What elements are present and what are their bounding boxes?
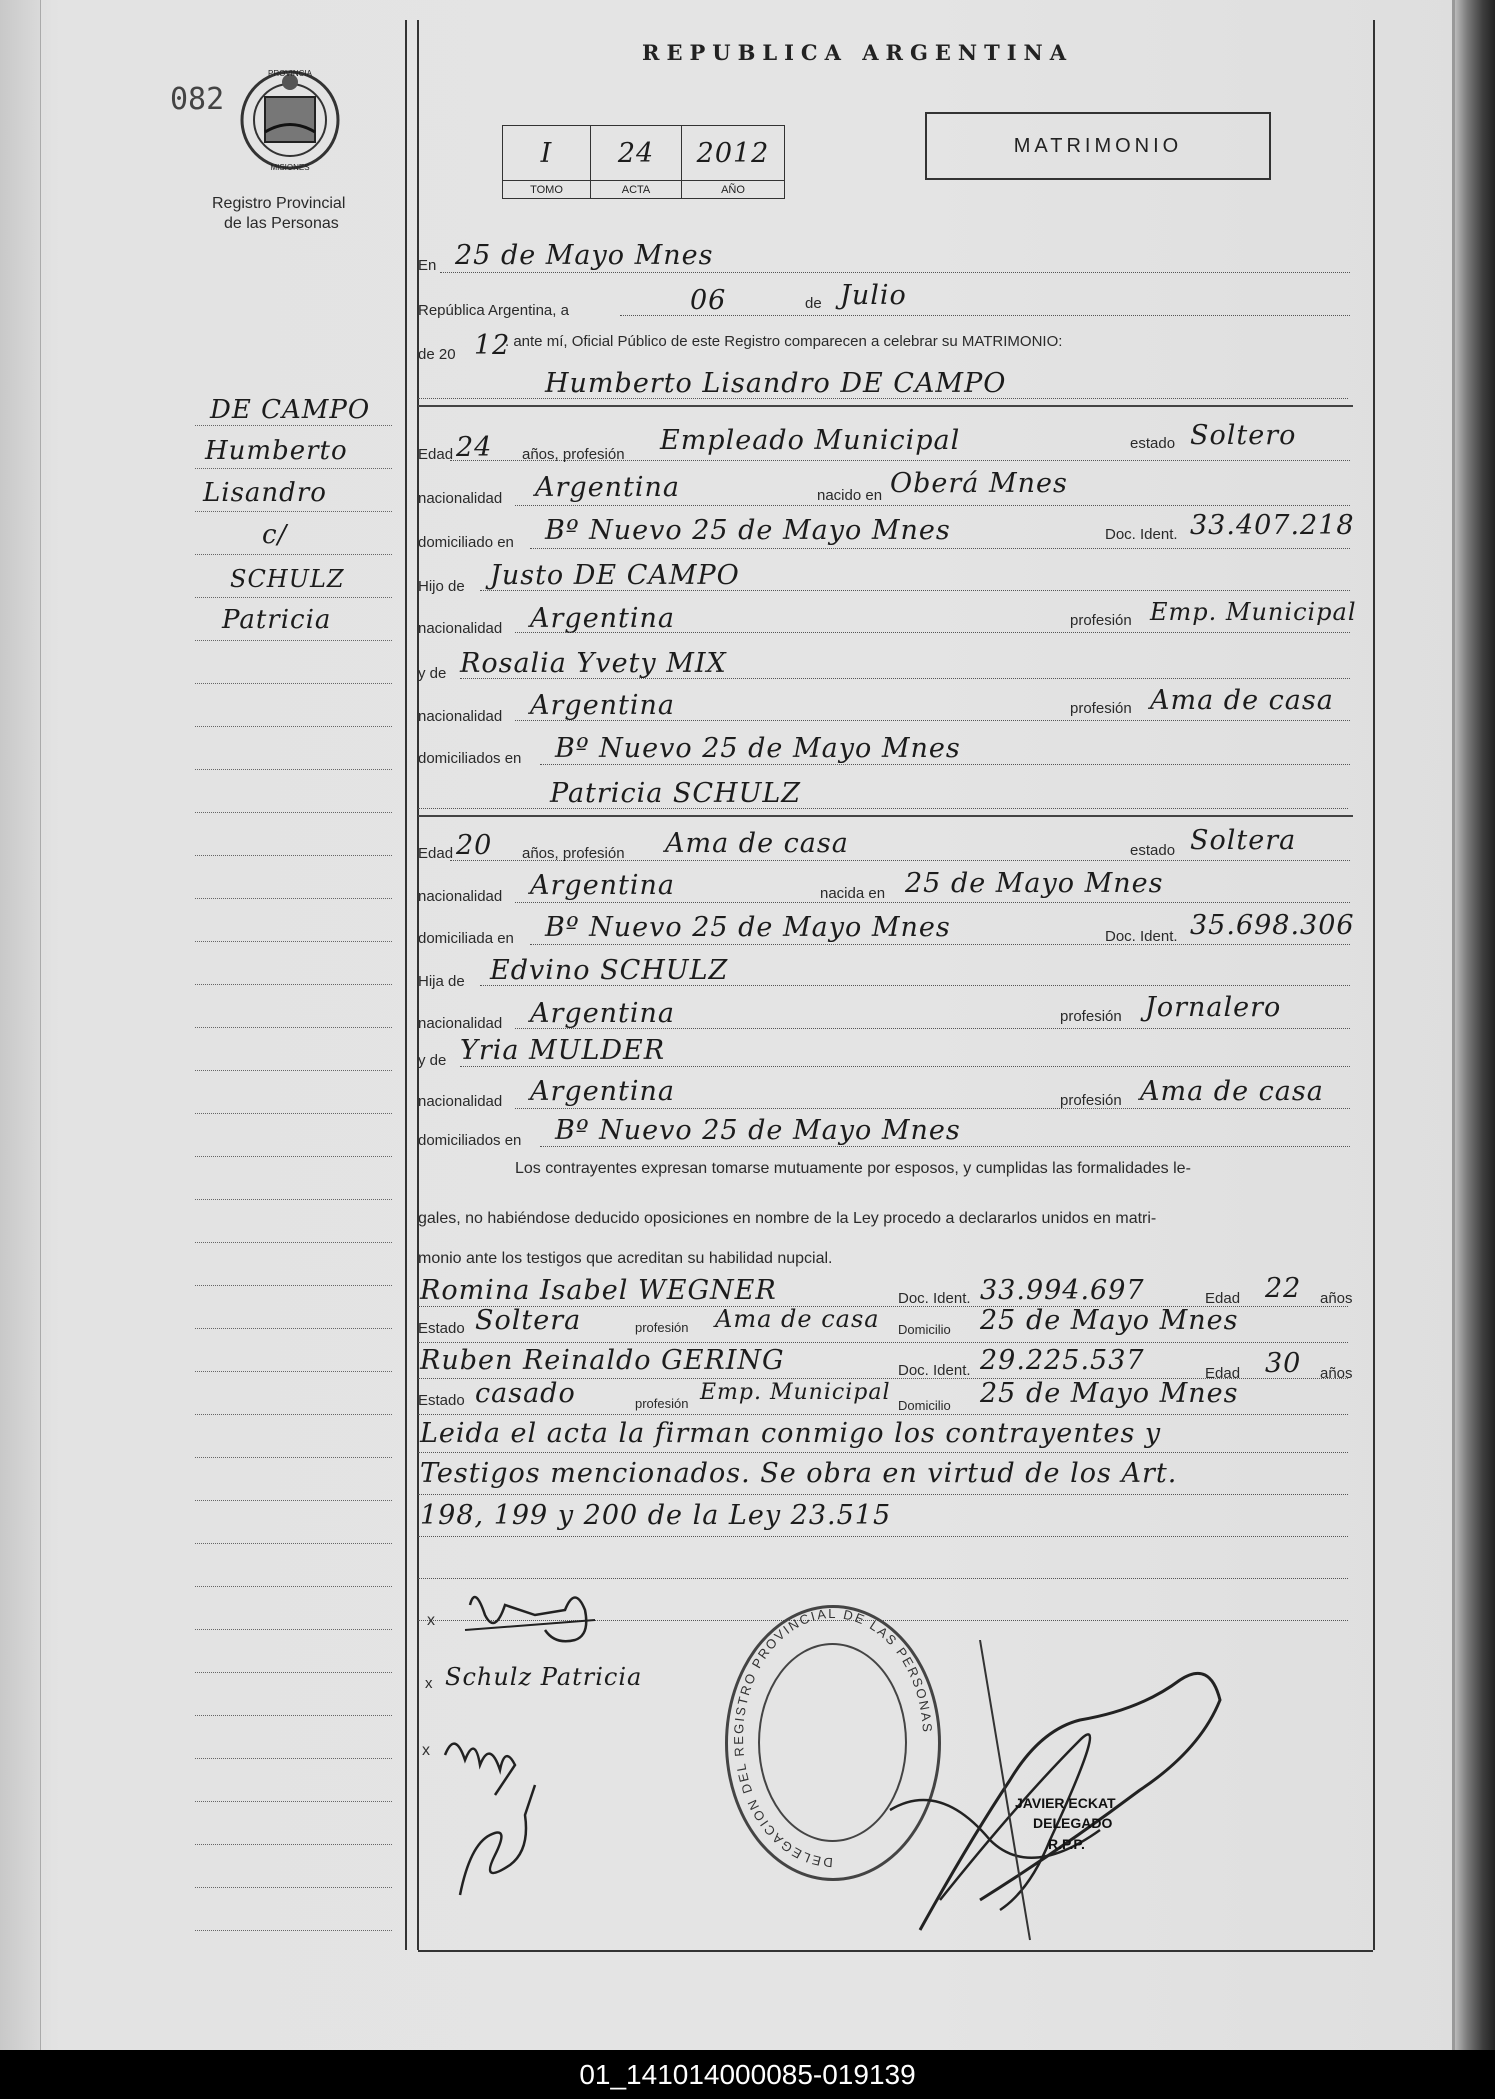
witness1-domicilio-label: Domicilio [898, 1322, 951, 1337]
ano-value: 2012 [696, 137, 770, 169]
witness1-estado-value: Soltera [475, 1305, 582, 1336]
officer-org: R.P.P. [1048, 1836, 1085, 1852]
groom-father-nac-value: Argentina [530, 603, 676, 634]
bride-full-name: Patricia SCHULZ [550, 778, 802, 809]
witness2-anos-label: años [1320, 1365, 1353, 1382]
bride-profesion-label: años, profesión [522, 845, 625, 862]
day-value: 06 [690, 285, 727, 316]
tomo-value: I [540, 137, 553, 169]
groom-mother-prof-value: Ama de casa [1150, 685, 1334, 716]
witness2-name: Ruben Reinaldo GERING [420, 1345, 785, 1376]
witness1-anos-label: años [1320, 1290, 1353, 1307]
witness1-edad-label: Edad [1205, 1290, 1241, 1307]
legal-text-line2: gales, no habiéndose deducido oposiciones en nombre de la Ley procedo a declararlos unidos en matri- [418, 1210, 1157, 1227]
groom-doc-value: 33.407.218 [1190, 510, 1355, 541]
x-mark-2: x [425, 1675, 433, 1692]
doc-type-label: MATRIMONIO [1013, 135, 1183, 157]
groom-parents-dom-value: Bº Nuevo 25 de Mayo Mnes [555, 733, 961, 764]
groom-estado-label: estado [1130, 435, 1176, 452]
bride-doc-label: Doc. Ident. [1105, 928, 1178, 945]
bride-estado-value: Soltera [1190, 825, 1297, 856]
year-prefix-label: de 20 [418, 346, 456, 363]
de-label: de [805, 295, 822, 312]
bride-father-nac-value: Argentina [530, 998, 676, 1029]
groom-mother-name: Rosalia Yvety MIX [460, 648, 727, 679]
groom-nacido-label: nacido en [817, 487, 883, 504]
witness2-edad-value: 30 [1265, 1348, 1302, 1379]
witness2-estado-label: Estado [418, 1392, 465, 1409]
ano-label: AÑO [682, 181, 785, 199]
bride-mother-prof-value: Ama de casa [1140, 1076, 1324, 1107]
svg-text:MISIONES: MISIONES [270, 163, 310, 172]
groom-nacionalidad-label: nacionalidad [418, 490, 503, 507]
bride-father-name: Edvino SCHULZ [490, 955, 729, 986]
margin-groom-name1: Humberto [205, 436, 348, 466]
witness2-domicilio-value: 25 de Mayo Mnes [980, 1378, 1239, 1409]
bride-nacida-value: 25 de Mayo Mnes [905, 868, 1164, 899]
groom-father-nac-label: nacionalidad [418, 620, 503, 637]
acta-label: ACTA [591, 181, 682, 199]
svg-text:x: x [422, 1742, 430, 1759]
acta-value: 24 [617, 137, 655, 169]
bride-nacionalidad-label: nacionalidad [418, 888, 503, 905]
groom-mother-nac-label: nacionalidad [418, 708, 503, 725]
officer-role: DELEGADO [1033, 1815, 1113, 1831]
bride-parents-dom-label: domiciliados en [418, 1132, 522, 1149]
bride-mother-name: Yria MULDER [460, 1035, 666, 1066]
bride-nacida-label: nacida en [820, 885, 886, 902]
witness2-doc-label: Doc. Ident. [898, 1362, 971, 1379]
bride-edad-value: 20 [456, 830, 493, 861]
witness2-signature-icon [440, 1775, 550, 1905]
bride-mother-nac-label: nacionalidad [418, 1093, 503, 1110]
bride-father-nac-label: nacionalidad [418, 1015, 503, 1032]
groom-father-prof-label: profesión [1070, 612, 1132, 629]
witness2-edad-label: Edad [1205, 1365, 1241, 1382]
margin-groom-name2: Lisandro [203, 478, 327, 508]
right-margin-rule [1373, 20, 1375, 1950]
left-margin-rule [405, 20, 407, 1950]
registry-name-line1: Registro Provincial [212, 195, 346, 212]
groom-signature-icon [425, 1575, 605, 1655]
binding-edge [0, 0, 41, 2050]
en-label: En [418, 257, 437, 274]
witness1-edad-value: 22 [1265, 1273, 1302, 1304]
closing-line1: Leida el acta la firman conmigo los contrayentes y [420, 1418, 1162, 1449]
republica-label: República Argentina, a [418, 302, 569, 319]
legal-text-line1: Los contrayentes expresan tomarse mutuamente por esposos, y cumplidas las formalidades le- [515, 1160, 1191, 1177]
document-heading: REPUBLICA ARGENTINA [642, 40, 1074, 65]
bride-domicilio-value: Bº Nuevo 25 de Mayo Mnes [545, 912, 951, 943]
bride-father-prof-label: profesión [1060, 1008, 1122, 1025]
witness1-doc-value: 33.994.697 [980, 1275, 1145, 1306]
page-edge-shadow [1455, 0, 1495, 2050]
registry-name-line2: de las Personas [224, 215, 339, 232]
closing-line2: Testigos mencionados. Se obra en virtud de los Art. [420, 1458, 1178, 1489]
provincial-seal-icon [235, 62, 345, 177]
groom-estado-value: Soltero [1190, 420, 1297, 451]
groom-full-name: Humberto Lisandro DE CAMPO [545, 368, 1007, 399]
tomo-label: TOMO [503, 181, 591, 199]
groom-hijo-label: Hijo de [418, 578, 465, 595]
bride-hija-label: Hija de [418, 973, 465, 990]
bride-parents-dom-value: Bº Nuevo 25 de Mayo Mnes [555, 1115, 961, 1146]
groom-father-name: Justo DE CAMPO [490, 560, 740, 591]
groom-edad-value: 24 [456, 432, 493, 463]
bride-nacionalidad-value: Argentina [530, 870, 676, 901]
groom-edad-label: Edad [418, 446, 454, 463]
folio-number: 082 [170, 82, 225, 117]
closing-line3: 198, 199 y 200 de la Ley 23.515 [420, 1500, 892, 1531]
legal-text-line3: monio ante los testigos que acreditan su habilidad nupcial. [418, 1250, 833, 1267]
bride-profesion-value: Ama de casa [665, 828, 849, 859]
groom-doc-label: Doc. Ident. [1105, 526, 1178, 543]
stamp-ring-text: DELEGACION DEL REGISTRO PROVINCIAL DE LAS PERSONAS [731, 1608, 936, 1871]
groom-father-prof-value: Emp. Municipal [1150, 598, 1357, 626]
bride-doc-value: 35.698.306 [1190, 910, 1355, 941]
witness2-estado-value: casado [475, 1378, 576, 1409]
witness1-profesion-value: Ama de casa [715, 1305, 880, 1333]
bride-yde-label: y de [418, 1052, 447, 1069]
margin-surname-bride: SCHULZ [230, 565, 345, 593]
svg-text:x: x [427, 1612, 435, 1629]
witness1-profesion-label: profesión [635, 1320, 689, 1335]
witness2-profesion-value: Emp. Municipal [700, 1380, 891, 1405]
witness2-profesion-label: profesión [635, 1396, 689, 1411]
groom-yde-label: y de [418, 665, 447, 682]
groom-nacionalidad-value: Argentina [535, 472, 681, 503]
witness1-doc-label: Doc. Ident. [898, 1290, 971, 1307]
groom-nacido-value: Oberá Mnes [890, 468, 1068, 499]
groom-profesion-value: Empleado Municipal [660, 425, 961, 456]
groom-mother-prof-label: profesión [1070, 700, 1132, 717]
scan-file-id: 01_141014000085-019139 [0, 2050, 1495, 2099]
margin-bride-name: Patricia [222, 605, 332, 635]
svg-text:PROVINCIA: PROVINCIA [267, 69, 313, 78]
bride-edad-label: Edad [418, 845, 454, 862]
intro-text: . ante mí, Oficial Público de este Registro comparecen a celebrar su MATRIMONIO: [505, 333, 1063, 350]
place-value: 25 de Mayo Mnes [455, 240, 714, 271]
bride-mother-prof-label: profesión [1060, 1092, 1122, 1109]
bride-signature: Schulz Patricia [445, 1663, 643, 1691]
groom-mother-nac-value: Argentina [530, 690, 676, 721]
witness1-domicilio-value: 25 de Mayo Mnes [980, 1305, 1239, 1336]
bride-estado-label: estado [1130, 842, 1176, 859]
bride-mother-nac-value: Argentina [530, 1076, 676, 1107]
witness2-domicilio-label: Domicilio [898, 1398, 951, 1413]
month-value: Julio [840, 280, 907, 311]
witness2-doc-value: 29.225.537 [980, 1345, 1145, 1376]
bride-domicilio-label: domiciliada en [418, 930, 514, 947]
tomo-acta-ano-box [502, 125, 785, 199]
groom-domicilio-label: domiciliado en [418, 534, 514, 551]
doc-type-box [925, 112, 1271, 180]
year-value: 12 [474, 330, 511, 361]
officer-name: JAVIER ECKAT [1015, 1795, 1116, 1811]
groom-profesion-label: años, profesión [522, 446, 625, 463]
groom-parents-dom-label: domiciliados en [418, 750, 522, 767]
witness1-estado-label: Estado [418, 1320, 465, 1337]
groom-domicilio-value: Bº Nuevo 25 de Mayo Mnes [545, 515, 951, 546]
bride-father-prof-value: Jornalero [1145, 992, 1282, 1023]
witness1-name: Romina Isabel WEGNER [420, 1275, 777, 1306]
margin-con: c/ [262, 520, 288, 550]
margin-surname-groom: DE CAMPO [210, 395, 371, 425]
